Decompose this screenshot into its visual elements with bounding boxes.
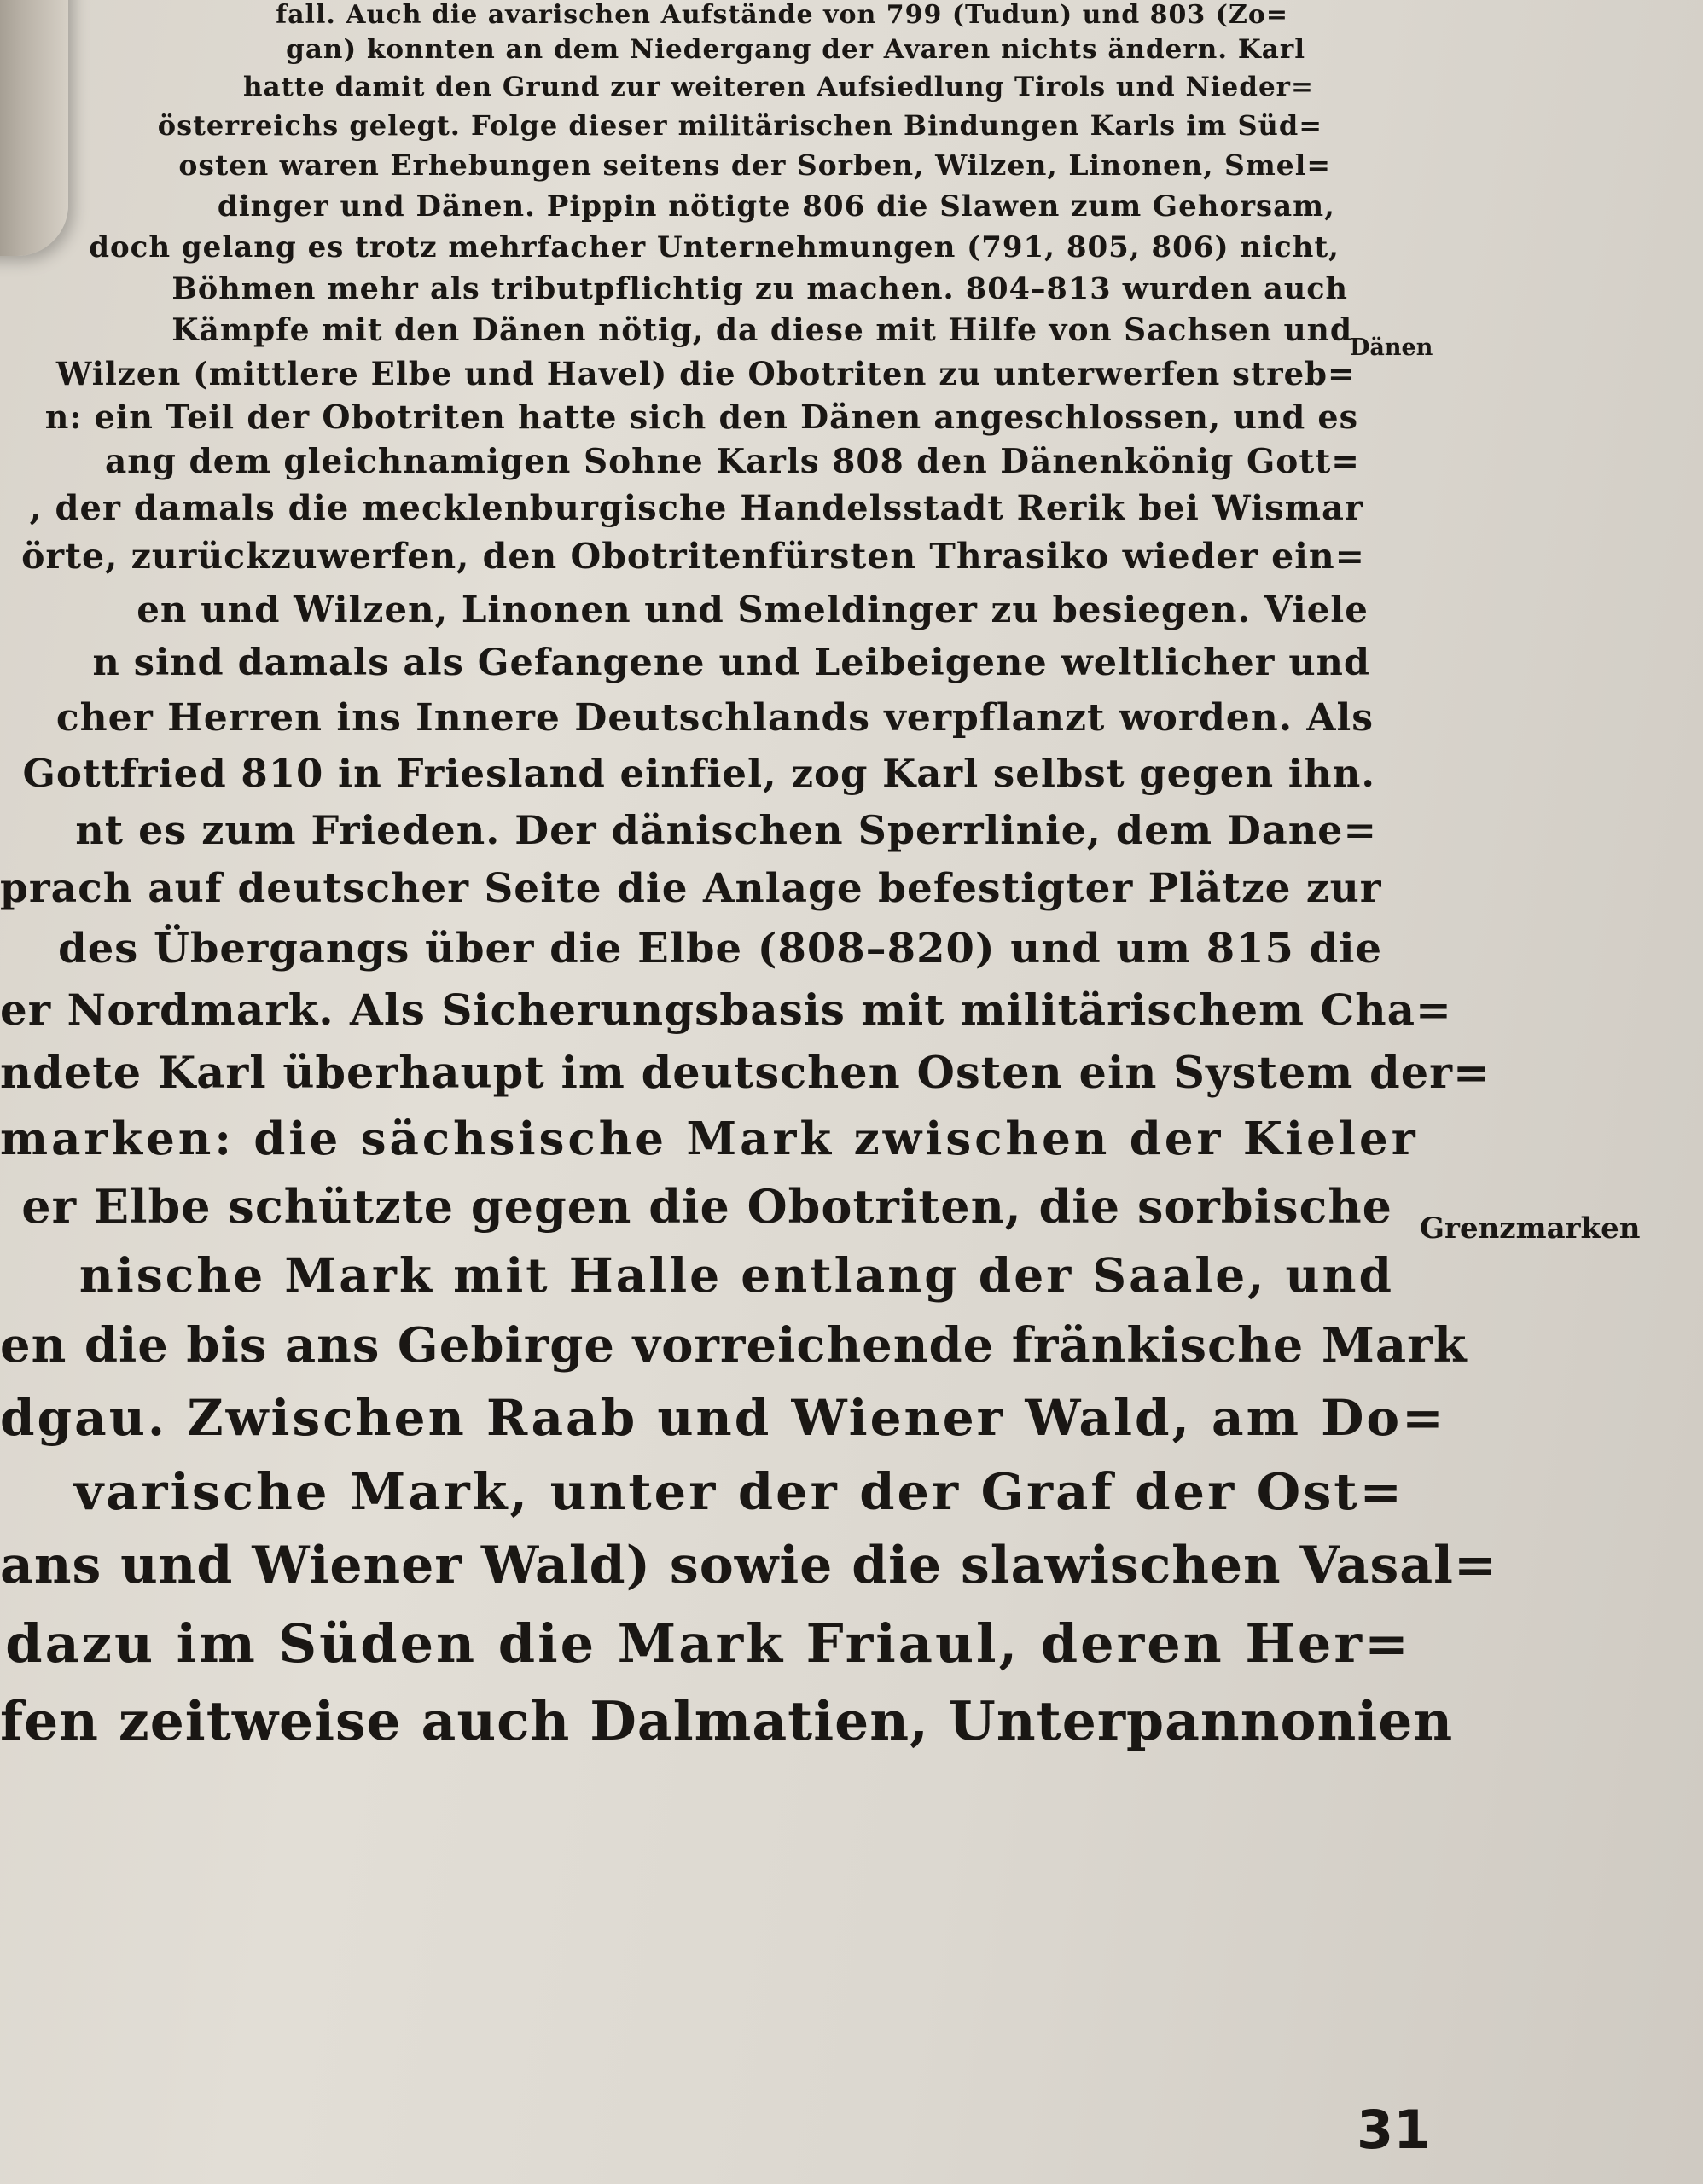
text-line: österreichs gelegt. Folge dieser militärischen Bindungen Karls im Süd= [157,109,1322,142]
text-line: n: ein Teil der Obotriten hatte sich den Dänen angeschlossen, und es [44,398,1358,436]
text-line: dazu im Süden die Mark Friaul, deren Her= [5,1612,1411,1675]
margin-note-grenzmarken: Grenzmarken [1420,1211,1641,1246]
text-line: ans und Wiener Wald) sowie die slawischen Vasal= [0,1536,1498,1595]
text-line: osten waren Erhebungen seitens der Sorben, Wilzen, Linonen, Smel= [178,148,1331,182]
text-line: , der damals die mecklenburgische Handelsstadt Rerik bei Wismar [29,488,1363,528]
text-line: gan) konnten an dem Niedergang der Avaren nichts ändern. Karl [286,34,1305,65]
text-line: varische Mark, unter der der Graf der Ost= [73,1462,1404,1521]
text-line: doch gelang es trotz mehrfacher Unternehmungen (791, 805, 806) nicht, [89,230,1340,264]
page-number: 31 [1357,2099,1431,2161]
text-line: en und Wilzen, Linonen und Smeldinger zu besiegen. Viele [137,589,1369,630]
text-line: örte, zurückzuwerfen, den Obotritenfürsten Thrasiko wieder ein= [21,536,1365,577]
text-line: marken: die sächsische Mark zwischen der Kieler [0,1112,1419,1165]
text-line: Gottfried 810 in Friesland einfiel, zog Karl selbst gegen ihn. [22,751,1375,796]
text-line: en die bis ans Gebirge vorreichende fränkische Mark [0,1317,1468,1374]
margin-note-daenen: Dänen [1350,334,1433,361]
text-line: nische Mark mit Halle entlang der Saale, und [78,1247,1394,1303]
text-line: er Elbe schützte gegen die Obotriten, die sorbische [21,1179,1392,1234]
text-line: Böhmen mehr als tributpflichtig zu machen. 804–813 wurden auch [171,271,1348,306]
text-line: er Nordmark. Als Sicherungsbasis mit militärischem Cha= [0,985,1452,1035]
text-line: fen zeitweise auch Dalmatien, Unterpannonien [0,1689,1454,1752]
text-line: ang dem gleichnamigen Sohne Karls 808 den Dänenkönig Gott= [105,442,1360,481]
text-line: n sind damals als Gefangene und Leibeigene weltlicher und [92,642,1370,684]
text-line: dgau. Zwischen Raab und Wiener Wald, am Do= [0,1389,1446,1447]
text-line: ndete Karl überhaupt im deutschen Osten ein System der= [0,1048,1491,1099]
text-line: fall. Auch die avarischen Aufstände von 799 (Tudun) und 803 (Zo= [276,0,1288,30]
text-line: prach auf deutscher Seite die Anlage befestigter Plätze zur [0,865,1382,912]
text-line: des Übergangs über die Elbe (808–820) und um 815 die [58,925,1382,973]
text-line: nt es zum Frieden. Der dänischen Sperrlinie, dem Dane= [75,807,1377,853]
text-line: hatte damit den Grund zur weiteren Aufsiedlung Tirols und Nieder= [242,72,1314,102]
text-line: cher Herren ins Innere Deutschlands verpflanzt worden. Als [55,696,1374,740]
text-line: Wilzen (mittlere Elbe und Havel) die Obotriten zu unterwerfen streb= [55,355,1355,392]
text-line: Kämpfe mit den Dänen nötig, da diese mit Hilfe von Sachsen und [171,312,1352,348]
text-line: dinger und Dänen. Pippin nötigte 806 die Slawen zum Gehorsam, [217,189,1335,224]
